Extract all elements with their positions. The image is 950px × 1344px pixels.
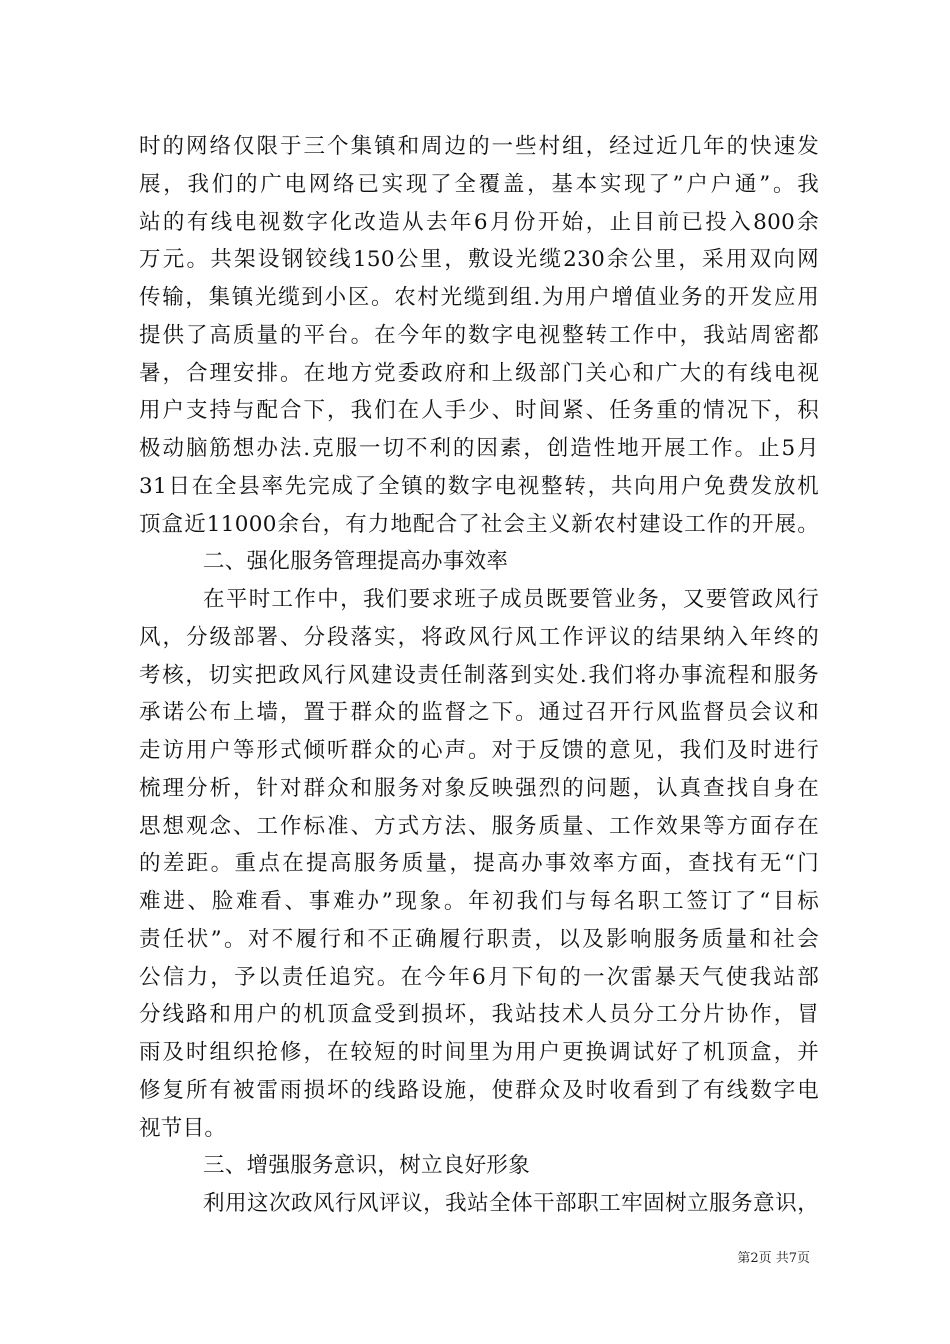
- section-heading: 二、强化服务管理提高办事效率: [203, 549, 509, 575]
- text-line: 提供了高质量的平台。在今年的数字电视整转工作中，我站周密都: [139, 322, 819, 348]
- text-line: 的差距。重点在提高服务质量，提高办事效率方面，查找有无“门: [139, 851, 819, 877]
- text-line: 传输，集镇光缆到小区。农村光缆到组.为用户增值业务的开发应用: [139, 285, 819, 310]
- text-line: 公信力，予以责任追究。在今年6月下旬的一次雷暴天气使我站部: [139, 964, 819, 990]
- paragraph-first-line: 在平时工作中，我们要求班子成员既要管业务，又要管政风行: [203, 587, 819, 612]
- text-line: 时的网络仅限于三个集镇和周边的一些村组，经过近几年的快速发: [139, 134, 819, 159]
- text-line: 考核，切实把政风行风建设责任制落到实处.我们将办事流程和服务: [139, 662, 819, 688]
- text-line: 思想观念、工作标准、方式方法、服务质量、工作效果等方面存在: [139, 813, 819, 839]
- page-number: 第2页 共7页: [737, 1251, 810, 1266]
- text-line: 走访用户等形式倾听群众的心声。对于反馈的意见，我们及时进行: [139, 738, 819, 763]
- text-line: 承诺公布上墙，置于群众的监督之下。通过召开行风监督员会议和: [139, 700, 819, 726]
- text-line: 用户支持与配合下，我们在人手少、时间紧、任务重的情况下，积: [139, 398, 819, 424]
- text-line: 顶盒近11000余台，有力地配合了社会主义新农村建设工作的开展。: [139, 511, 819, 537]
- text-line: 雨及时组织抢修，在较短的时间里为用户更换调试好了机顶盒，并: [139, 1040, 819, 1065]
- text-line: 修复所有被雷雨损坏的线路设施，使群众及时收看到了有线数字电: [139, 1077, 819, 1103]
- text-line: 梳理分析，针对群众和服务对象反映强烈的问题，认真查找自身在: [139, 775, 819, 801]
- text-line: 分线路和用户的机顶盒受到损坏，我站技术人员分工分片协作，冒: [139, 1002, 819, 1028]
- paragraph-first-line: 利用这次政风行风评议，我站全体干部职工牢固树立服务意识，: [203, 1191, 819, 1216]
- text-line: 视节目。: [139, 1115, 227, 1141]
- document-body: [139, 128, 819, 1223]
- text-line: 极动脑筋想办法.克服一切不利的因素，创造性地开展工作。止5月: [139, 436, 819, 461]
- text-line: 责任状”。对不履行和不正确履行职责，以及影响服务质量和社会: [139, 926, 819, 952]
- text-line: 展，我们的广电网络已实现了全覆盖，基本实现了”户户通”。我: [139, 171, 819, 197]
- text-line: 万元。共架设钢铰线150公里，敷设光缆230余公里，采用双向网: [139, 247, 819, 273]
- text-line: 站的有线电视数字化改造从去年6月份开始，止目前已投入800余: [139, 209, 819, 235]
- text-line: 风，分级部署、分段落实，将政风行风工作评议的结果纳入年终的: [139, 624, 819, 650]
- text-line: 31日在全县率先完成了全镇的数字电视整转，共向用户免费发放机: [139, 473, 819, 499]
- section-heading: 三、增强服务意识，树立良好形象: [203, 1153, 531, 1179]
- text-line: 暑，合理安排。在地方党委政府和上级部门关心和广大的有线电视: [139, 360, 819, 386]
- text-line: 难进、脸难看、事难办”现象。年初我们与每名职工签订了“目标: [139, 889, 819, 914]
